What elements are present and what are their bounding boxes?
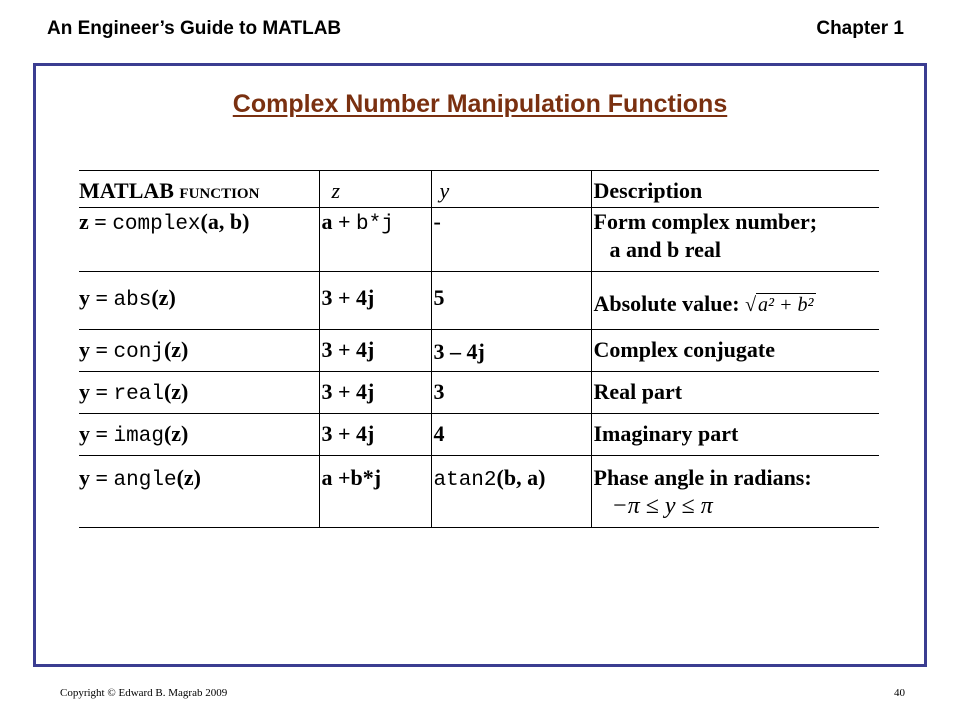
header-description: Description xyxy=(591,171,879,208)
description-cell: Real part xyxy=(591,372,879,414)
table-row xyxy=(79,208,879,272)
table-header-row xyxy=(79,171,879,208)
page-number: 40 xyxy=(894,687,905,699)
header-y: y xyxy=(431,171,591,208)
y-cell: 3 – 4j xyxy=(431,330,591,372)
description-cell: Phase angle in radians: −π ≤ y ≤ π xyxy=(591,456,879,528)
table-row xyxy=(79,330,879,372)
function-cell: z = complex(a, b) xyxy=(79,209,250,236)
description-cell: Imaginary part xyxy=(591,414,879,456)
function-cell: y = imag(z) xyxy=(79,421,189,448)
z-cell: 3 + 4j xyxy=(319,272,431,330)
y-cell: atan2(b, a) xyxy=(431,456,591,528)
function-cell: y = real(z) xyxy=(79,379,189,406)
function-cell: y = conj(z) xyxy=(79,337,189,364)
table-row xyxy=(79,272,879,330)
table-row xyxy=(79,372,879,414)
z-cell: 3 + 4j xyxy=(319,372,431,414)
z-cell: 3 + 4j xyxy=(319,330,431,372)
z-cell: a +b*j xyxy=(319,456,431,528)
sqrt-formula: √ a² + b² xyxy=(745,294,814,316)
description-cell: Form complex number; a and b real xyxy=(591,208,879,272)
function-cell: y = abs(z) xyxy=(79,285,176,312)
header-z: z xyxy=(319,171,431,208)
function-cell: y = angle(z) xyxy=(79,465,201,492)
angle-range: −π ≤ y ≤ π xyxy=(611,493,713,519)
functions-table xyxy=(79,170,879,528)
copyright: Copyright © Edward B. Magrab 2009 xyxy=(60,687,228,699)
chapter-label: Chapter 1 xyxy=(816,18,904,39)
header-function: MATLAB function xyxy=(79,178,260,203)
course-title: An Engineer’s Guide to MATLAB xyxy=(47,18,342,39)
table-row xyxy=(79,456,879,528)
description-cell: Absolute value: √ a² + b² xyxy=(591,272,879,330)
z-cell: 3 + 4j xyxy=(319,414,431,456)
y-cell: - xyxy=(431,208,591,272)
y-cell: 5 xyxy=(431,272,591,330)
table-row xyxy=(79,414,879,456)
slide-title: Complex Number Manipulation Functions xyxy=(232,90,728,118)
description-cell: Complex conjugate xyxy=(591,330,879,372)
y-cell: 3 xyxy=(431,372,591,414)
y-cell: 4 xyxy=(431,414,591,456)
z-cell: a + b*j xyxy=(319,208,431,272)
